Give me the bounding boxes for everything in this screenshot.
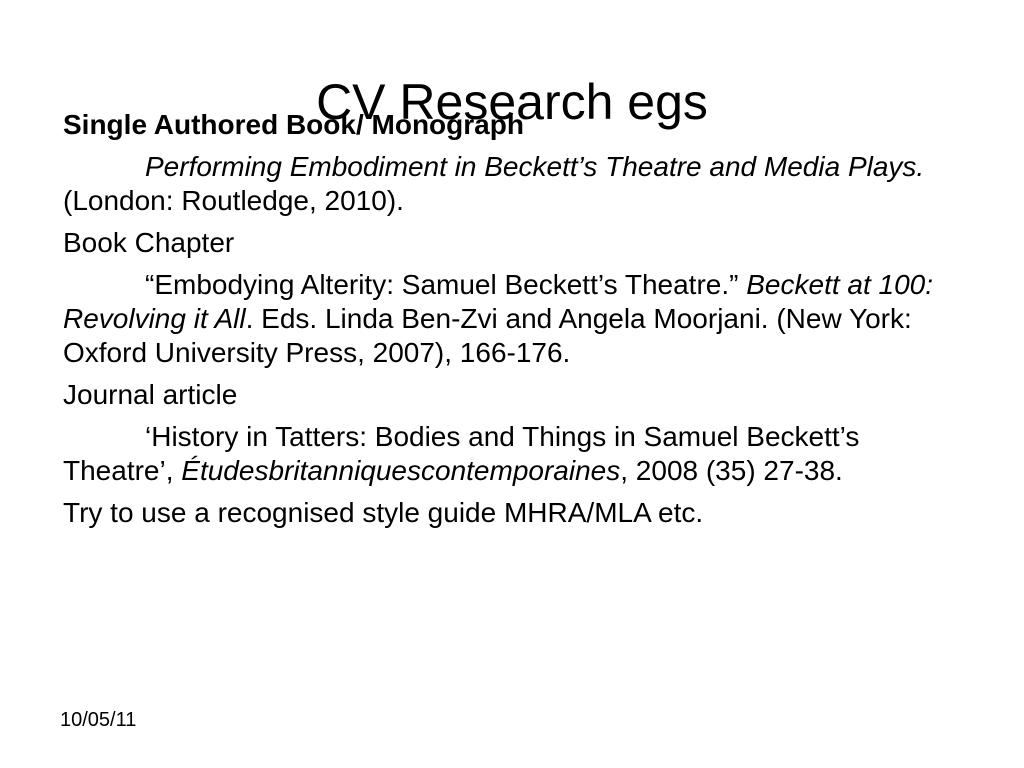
style-guide-advice: Try to use a recognised style guide MHRA/MLA etc. [63, 497, 704, 528]
book-title: Performing Embodiment in Beckett’s Theatre and Media Plays. [145, 151, 925, 182]
book-heading: Single Authored Book/ Monograph [63, 109, 524, 140]
article-quote: ‘History in Tatters: Bodies and Things in Samuel Beckett’s Theatre’, [63, 421, 860, 486]
slide-title: CV Research egs [316, 73, 708, 130]
book-citation [63, 150, 963, 218]
article-details: , 2008 (35) 27-38. [620, 455, 843, 486]
chapter-quote: “Embodying Alterity: Samuel Beckett’s Theatre.” [145, 269, 739, 300]
chapter-citation [63, 268, 963, 370]
chapter-details: . Eds. Linda Ben-Zvi and Angela Moorjani. (New York: Oxford University Press, 2007), 166-176. [63, 303, 912, 368]
chapter-heading: Book Chapter [63, 227, 235, 258]
slide-body [63, 108, 963, 538]
journal-title: Étudesbritanniquescontemporaines [181, 455, 621, 486]
article-heading: Journal article [63, 379, 238, 410]
footer-date: 10/05/11 [60, 709, 137, 731]
article-citation [63, 420, 963, 488]
book-details: (London: Routledge, 2010). [63, 185, 404, 216]
chapter-book-title: Beckett at 100: Revolving it All [63, 269, 934, 334]
